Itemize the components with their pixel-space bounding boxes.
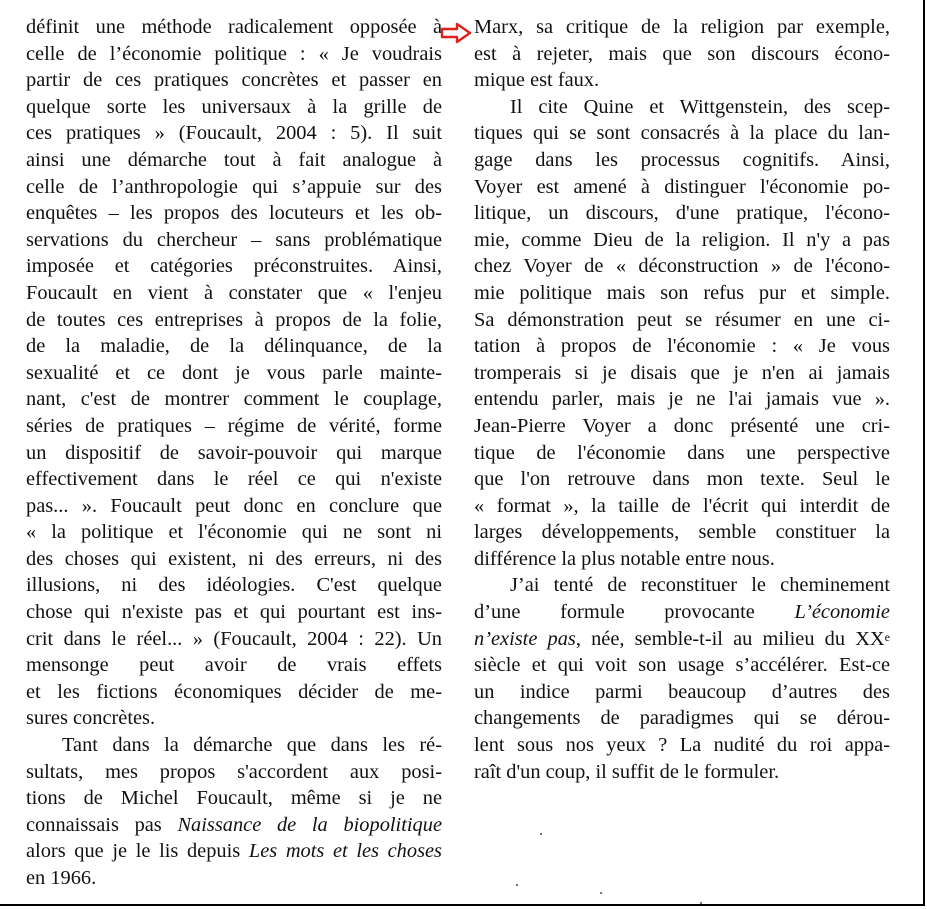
text-segment: partir de ces pratiques concrètes et passer en — [26, 69, 442, 92]
text-line — [26, 147, 442, 174]
text-segment: imposée et catégories préconstruites. Ainsi, — [26, 255, 442, 278]
text-line — [474, 599, 890, 626]
text-line — [26, 307, 442, 334]
text-segment: sures concrètes. — [26, 707, 156, 730]
text-segment: entendu parler, mais je ne l'ai jamais vue ». — [474, 388, 890, 411]
text-segment: différence la plus notable entre nous. — [474, 547, 775, 570]
text-segment: raît d'un coup, il suffit de le formuler. — [474, 760, 780, 783]
text-line — [26, 253, 442, 280]
speck — [540, 833, 542, 835]
text-segment: connaissais pas — [26, 813, 178, 836]
text-segment: nant, c'est de montrer comment le couplage, — [26, 388, 442, 411]
text-line — [26, 386, 442, 413]
left-column — [26, 14, 442, 892]
text-line — [26, 812, 442, 839]
text-line — [26, 280, 442, 307]
speck — [516, 884, 518, 886]
text-line — [26, 759, 442, 786]
text-segment: quelque sorte les universaux à la grille de — [26, 95, 442, 118]
text-segment: servations du chercheur – sans problématique — [26, 228, 442, 251]
text-segment: un dispositif de savoir-pouvoir qui marque — [26, 441, 442, 464]
text-segment: ainsi une démarche tout à fait analogue à — [26, 148, 442, 171]
text-segment: chez Voyer de « déconstruction » de l'écono- — [474, 255, 890, 278]
text-line — [26, 679, 442, 706]
text-segment: de la maladie, de la délinquance, de la — [26, 335, 442, 358]
text-segment: larges développements, semble constituer la — [474, 521, 890, 544]
text-line — [26, 120, 442, 147]
text-line — [474, 94, 890, 121]
text-line — [474, 466, 890, 493]
text-line — [26, 466, 442, 493]
text-line — [474, 413, 890, 440]
text-segment: tions de Michel Foucault, même si je ne — [26, 787, 442, 810]
text-segment: tromperais si je disais que je n'en ai jamais — [474, 361, 890, 384]
text-line — [26, 360, 442, 387]
text-segment: changements de paradigmes qui se dérou- — [474, 707, 890, 730]
text-line — [26, 174, 442, 201]
text-segment: des choses qui existent, ni des erreurs, ni des — [26, 547, 442, 570]
text-segment: « la politique et l'économie qui ne sont ni — [26, 521, 442, 544]
text-line — [474, 572, 890, 599]
text-segment: en 1966. — [26, 867, 97, 889]
text-line — [474, 67, 890, 94]
text-line — [26, 599, 442, 626]
text-segment: est à rejeter, mais que son discours écono- — [474, 42, 890, 65]
text-segment: sultats, mes propos s'accordent aux posi- — [26, 760, 442, 783]
text-segment: illusions, ni des idéologies. C'est quelque — [26, 574, 442, 597]
text-line — [474, 360, 890, 387]
text-segment: Marx, sa critique de la religion par exemple, — [474, 16, 890, 38]
text-line — [474, 41, 890, 68]
text-segment: Tant dans la démarche que dans les ré- — [62, 734, 442, 757]
text-segment: ces pratiques » (Foucault, 2004 : 5). Il suit — [26, 122, 442, 145]
text-segment: gage dans les processus cognitifs. Ainsi, — [474, 148, 890, 171]
text-segment: pas... ». Foucault peut donc en conclure que — [26, 494, 442, 517]
text-line — [26, 652, 442, 679]
speck — [600, 892, 602, 894]
text-segment: sexualité et ce dont je vous parle mainte- — [26, 361, 442, 384]
text-segment: effectivement dans le réel ce qui n'existe — [26, 468, 442, 491]
text-line — [26, 41, 442, 68]
text-segment: chose qui n'existe pas et qui pourtant est ins- — [26, 601, 442, 624]
text-line — [26, 14, 442, 41]
text-segment: mensonge peut avoir de vrais effets — [26, 654, 442, 677]
text-line — [26, 838, 442, 865]
text-line — [26, 546, 442, 573]
text-segment: , née, semble-t-il au milieu du XX — [575, 627, 885, 650]
text-segment: Foucault en vient à constater que « l'enjeu — [26, 281, 442, 304]
text-line — [474, 705, 890, 732]
text-segment: un indice parmi beaucoup d’autres des — [474, 680, 890, 703]
text-segment: Il cite Quine et Wittgenstein, des scep- — [510, 95, 890, 118]
text-segment: séries de pratiques – régime de vérité, forme — [26, 414, 442, 437]
right-column — [474, 14, 890, 785]
italic-text: Naissance de la biopolitique — [177, 813, 442, 836]
text-segment: mique est faux. — [474, 69, 600, 92]
text-line — [26, 333, 442, 360]
text-line — [474, 679, 890, 706]
text-line — [474, 386, 890, 413]
text-line — [474, 280, 890, 307]
text-segment: tique de l'économie dans une perspective — [474, 441, 890, 464]
italic-text: n’existe pas — [474, 627, 576, 650]
text-segment: de toutes ces entreprises à propos de la folie, — [26, 308, 442, 331]
text-line — [474, 174, 890, 201]
text-segment: tiques qui se sont consacrés à la place du lan- — [474, 122, 890, 145]
text-line — [474, 307, 890, 334]
text-line — [26, 572, 442, 599]
text-line — [26, 67, 442, 94]
text-line — [26, 519, 442, 546]
text-line — [26, 732, 442, 759]
text-segment: « format », la taille de l'écrit qui interdit de — [474, 494, 890, 517]
text-line — [474, 200, 890, 227]
text-segment: crit dans le réel... » (Foucault, 2004 : 22). Un — [26, 627, 442, 650]
text-line — [474, 147, 890, 174]
text-line — [26, 94, 442, 121]
text-segment: Voyer est amené à distinguer l'économie po- — [474, 175, 890, 198]
text-segment: mie politique mais son refus pur et simple. — [474, 281, 890, 304]
text-line — [474, 493, 890, 520]
text-segment: définit une méthode radicalement opposée à — [26, 16, 442, 38]
text-segment: Sa démonstration peut se résumer en une ci- — [474, 308, 890, 331]
text-line — [26, 200, 442, 227]
text-line — [26, 705, 442, 732]
right-arrow-icon — [440, 22, 472, 44]
italic-text: L’économie — [794, 601, 890, 624]
text-segment: enquêtes – les propos des locuteurs et les ob- — [26, 202, 442, 225]
text-segment: celle de l’anthropologie qui s’appuie sur des — [26, 175, 442, 198]
text-segment: J’ai tenté de reconstituer le cheminement — [510, 574, 890, 597]
text-line — [474, 519, 890, 546]
text-segment: mie, comme Dieu de la religion. Il n'y a pas — [474, 228, 890, 251]
text-line — [26, 785, 442, 812]
text-segment: lent sous nos yeux ? La nudité du roi appa- — [474, 734, 890, 757]
text-segment: litique, un discours, d'une pratique, l'écono- — [474, 202, 890, 225]
speck — [700, 902, 702, 904]
text-segment: tation à propos de l'économie : « Je vous — [474, 335, 890, 358]
text-line — [26, 413, 442, 440]
text-line — [474, 626, 890, 653]
text-line — [474, 253, 890, 280]
text-segment: que l'on retrouve dans mon texte. Seul le — [474, 468, 890, 491]
text-line — [474, 759, 890, 786]
text-line — [26, 440, 442, 467]
text-line — [474, 440, 890, 467]
text-line — [474, 732, 890, 759]
text-segment: siècle et qui voit son usage s’accélérer. Est-ce — [474, 654, 890, 677]
text-line — [474, 546, 890, 573]
italic-text: Les mots et les choses — [248, 840, 442, 863]
text-line — [474, 652, 890, 679]
text-line — [26, 227, 442, 254]
text-line — [474, 120, 890, 147]
text-line — [474, 227, 890, 254]
text-segment: celle de l’économie politique : « Je voudrais — [26, 42, 442, 65]
text-line — [26, 493, 442, 520]
superscript: e — [884, 629, 890, 644]
text-line — [26, 626, 442, 653]
text-segment: et les fictions économiques décider de me- — [26, 680, 442, 703]
text-segment: d’une formule provocante — [474, 601, 795, 624]
text-segment: alors que je le lis depuis — [26, 840, 249, 863]
text-line — [474, 333, 890, 360]
text-line — [26, 865, 442, 892]
text-segment: Jean-Pierre Voyer a donc présenté une cri- — [474, 414, 890, 437]
text-line — [474, 14, 890, 41]
